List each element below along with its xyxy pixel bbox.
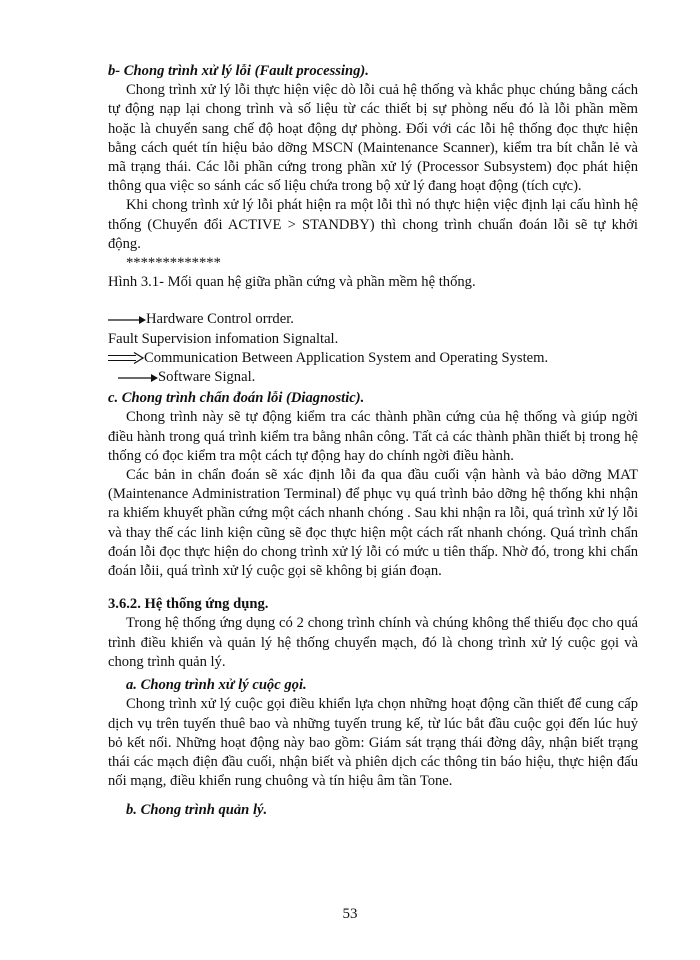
thin-arrow-icon: [118, 373, 158, 383]
legend-fault: [108, 330, 638, 349]
paragraph-diagnostic-2: Các bản in chẩn đoán sẽ xác định lỗi đa qua đầu cuối vận hành và bảo dỡng MAT (Maintenance Administration Terminal) để phục vụ quá trình bảo dỡng hệ thống khi nhận ra khiếm khuyết phần cứng một cách nhanh chóng . Sau khi nhận ra lỗi, quá trình xử lý lỗi và thay thế các linh kiện cũng sẽ đọc thực hiện một cách rất nhanh chóng. Quá trình chẩn đoán lỗi đọc thực hiện do chong trình xử lý lỗi có mức u tiên thấp. Nhờ đó, trong khi chẩn đoán lỗii, quá trình xử lý cuộc gọi sẽ không bị gián đoạn.: [108, 467, 638, 580]
page-content: [108, 62, 638, 821]
paragraph-application-system: Trong hệ thống ứng dụng có 2 chong trình chính và chúng không thể thiếu đọc cho quá trình điều khiển và quản lý hệ thống chuyển mạch, đó là chong trình xử lý cuộc gọi và chong trình quản lý.: [108, 615, 638, 670]
paragraph-fault-processing-2: Khi chong trình xử lý lỗi phát hiện ra một lỗi thì nó thực hiện việc định lại cấu hình hệ thống (Chuyển đổi ACTIVE > STANDBY) thì chong trình chuẩn đoán lỗi sẽ tự khởi động.: [108, 197, 638, 252]
legend-communication-label: Communication Between Application System and Operating System.: [144, 349, 549, 366]
heading-application-system: 3.6.2. Hệ thống ứng dụng.: [108, 596, 269, 613]
section-gap: [108, 581, 638, 595]
double-arrow-icon: [108, 352, 144, 364]
legend-software: [108, 368, 638, 387]
heading-diagnostic: c. Chong trình chẩn đoán lỗi (Diagnostic).: [108, 390, 365, 407]
page-number: 53: [342, 906, 358, 922]
paragraph-diagnostic-1: Chong trình này sẽ tự động kiểm tra các thành phần cứng của hệ thống và giúp ngời điều hành trong quá trình kiểm tra bằng nhân công. Tất cả các thành phần thiết bị trong hệ thống có đọc kiểm tra một cách tự động hay do chính ngời điều hành.: [108, 409, 638, 464]
figure-gap: [108, 292, 638, 310]
thin-arrow-icon: [108, 315, 146, 325]
legend-software-label: Software Signal.: [158, 369, 256, 386]
heading-call-processing: a. Chong trình xử lý cuộc gọi.: [126, 677, 307, 694]
paragraph-call-processing: Chong trình xử lý cuộc gọi điều khiển lựa chọn những hoạt động cần thiết để cung cấp dịch vụ trên tuyến thuê bao và những tuyến trung kế, từ lúc bắt đầu cuộc gọi đến lúc huỷ bỏ kết nối. Những hoạt động này bao gồm: Giám sát trạng thái đờng dây, nhận biết trạng thái các mạch điện đầu cuối, nhận biết và phiên dịch các thông tin báo hiệu, thực hiện đấu nối mạng, điều khiển rung chuông và tín hiệu âm tần Tone.: [108, 696, 638, 790]
legend-hardware-label: Hardware Control orrder.: [146, 311, 294, 328]
legend-hardware: [108, 310, 638, 329]
legend-communication: [108, 349, 638, 368]
heading-management-program: b. Chong trình quản lý.: [126, 802, 268, 819]
heading-fault-processing: b- Chong trình xử lý lỗi (Fault processing).: [108, 63, 369, 79]
paragraph-fault-processing-1: Chong trình xử lý lỗi thực hiện việc dò lỗi cuả hệ thống và khắc phục chúng bằng cách tự động nạp lại chong trình và số liệu từ các thiết bị sự phòng nếu đó là lỗi phần mềm hoặc là chuyển sang chế độ hoạt động dự phòng. Đối với các lỗi hệ thống đọc thực hiện bằng cách quét tín hiệu bảo dỡng MSCN (Maintenance Scanner), kiểm tra bít chẵn lẻ và mã trạng thái. Các lỗi phần cứng trong phần xử lý (Processor Subsystem) đọc phát hiện thông qua việc so sánh các số liệu chứa trong bộ xử lý đang hoạt động (tích cực).: [108, 82, 638, 195]
legend-fault-label: Fault Supervision infomation Signaltal.: [108, 330, 339, 347]
figure-caption: Hình 3.1- Mối quan hệ giữa phần cứng và phần mềm hệ thống.: [108, 274, 476, 291]
separator-stars: *************: [126, 255, 221, 272]
